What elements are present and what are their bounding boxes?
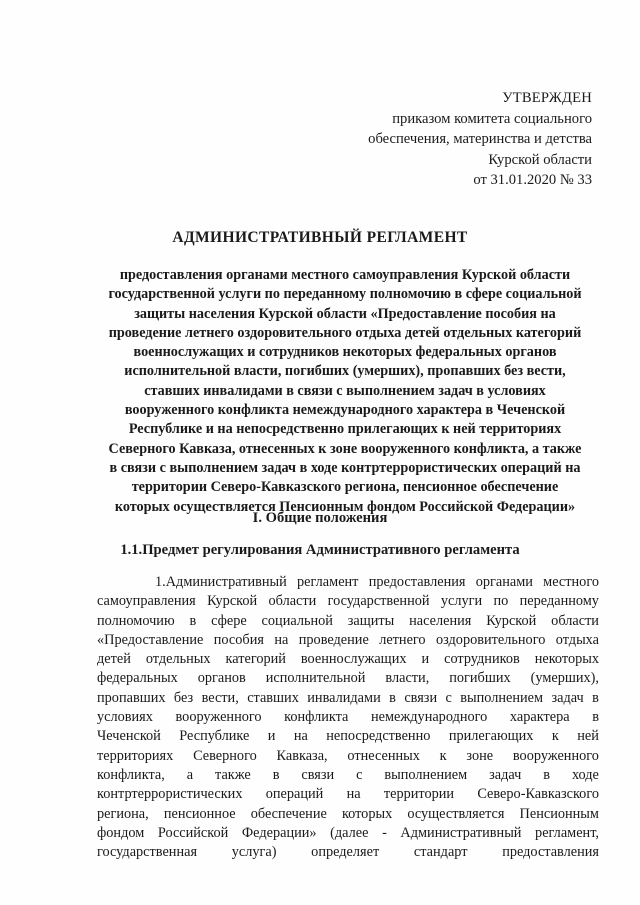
body-word: региона,	[97, 805, 149, 822]
body-word: которых	[341, 805, 393, 822]
body-word: и	[267, 728, 276, 745]
body-word: летнего	[379, 631, 426, 648]
body-word: к	[439, 747, 447, 764]
body-word: условиях	[97, 709, 153, 726]
body-word: отдыха	[555, 631, 599, 648]
body-line	[97, 592, 599, 611]
body-word: на	[293, 728, 308, 745]
subtitle-line: территории Северо-Кавказского региона, пенсионное обеспечение	[131, 479, 559, 496]
body-line	[97, 824, 599, 843]
body-word: Административный	[400, 824, 522, 841]
body-line	[97, 669, 599, 688]
body-word: сотрудников	[444, 651, 520, 668]
approval-block	[368, 88, 592, 191]
body-word: с	[445, 689, 452, 706]
approval-line: Курской области	[488, 151, 592, 168]
body-word: конфликта,	[97, 766, 165, 783]
body-word: Северо-Кавказского	[477, 786, 599, 803]
body-word: погибших	[449, 670, 511, 687]
body-word: конфликта	[284, 709, 349, 726]
body-paragraph	[97, 573, 599, 862]
approval-date-line: от 31.01.2020 № 33	[473, 172, 592, 188]
body-word: Республике	[179, 728, 250, 745]
body-word: Федерации»	[241, 824, 317, 841]
body-word: услуги	[440, 593, 483, 610]
body-word: Северного	[193, 747, 257, 764]
document-title: АДМИНИСТРАТИВНЫЙ РЕГЛАМЕНТ	[172, 229, 468, 246]
body-word: государственная	[97, 844, 198, 861]
body-word: предоставления	[502, 844, 599, 861]
subtitle-line: предоставления органами местного самоуправления Курской области	[119, 267, 571, 283]
body-word: области	[551, 612, 599, 629]
body-word: Российской	[157, 824, 229, 841]
body-word: оздоровительного	[436, 631, 546, 648]
body-word: а	[186, 766, 194, 783]
subtitle-line: Северного Кавказа, отнесенных к зоне вооруженного конфликта, а также	[108, 440, 582, 457]
document-subtitle	[75, 266, 615, 517]
body-word: самоуправления	[97, 593, 196, 610]
body-line	[97, 573, 599, 592]
body-word: контртеррористических	[97, 786, 243, 803]
body-word: Курской	[486, 612, 537, 629]
body-word: вооруженного	[512, 747, 599, 764]
body-word: ходе	[571, 766, 599, 783]
approval-line: обеспечения, материнства и детства	[368, 131, 592, 147]
body-word: ней	[577, 728, 599, 745]
subtitle-line: военнослужащих и сотрудников некоторых федеральных органов	[133, 344, 557, 361]
body-word: задач	[551, 689, 584, 706]
body-word: связи	[301, 766, 335, 783]
body-word: Кавказа,	[276, 747, 328, 764]
body-word: отнесенных	[347, 747, 420, 764]
body-word: операций	[265, 786, 324, 803]
body-word: в	[189, 612, 197, 629]
body-word: немеждународного	[371, 709, 488, 726]
body-word: населения	[409, 612, 472, 629]
body-word: в	[272, 766, 280, 783]
body-word: сфере	[211, 612, 247, 629]
body-word: задач	[489, 766, 522, 783]
body-word: выполнением	[384, 766, 468, 783]
subtitle-line: ставших инвалидами в связи с выполнением задач в условиях	[144, 382, 546, 399]
body-word: стандарт	[413, 844, 468, 861]
body-word: характера	[509, 709, 570, 726]
body-word: проведение	[298, 631, 369, 648]
body-word: Курской	[207, 593, 258, 610]
body-word: территории	[383, 786, 455, 803]
body-word: военнослужащих	[300, 651, 407, 668]
subtitle-line: защиты населения Курской области «Предоставление пособия на	[134, 305, 556, 322]
body-word: пособия	[213, 631, 264, 648]
body-line	[97, 612, 599, 631]
subtitle-line: государственной услуги по переданному полномочию в сфере социальной	[108, 286, 582, 303]
subtitle-line: проведение летнего оздоровительного отдыха детей отдельных категорий	[108, 324, 582, 341]
body-line	[97, 631, 599, 650]
body-word: и	[421, 651, 430, 668]
subsection-heading: 1.1.Предмет регулирования Административного регламента	[120, 542, 520, 558]
body-word: фондом	[97, 824, 145, 841]
body-word: 1.Административный	[155, 574, 287, 590]
subtitle-line: в связи с выполнением задач в ходе контртеррористических операций на	[109, 459, 581, 476]
subtitle-line: Республике и на непосредственно прилегающих к ней территориях	[128, 421, 562, 438]
body-word: также	[215, 766, 251, 783]
subtitle-line: исполнительной власти, погибших (умерших), пропавших без вести,	[124, 363, 566, 380]
body-word: некоторых	[534, 651, 599, 668]
body-word: определяет	[311, 844, 380, 861]
body-word: защиты	[347, 612, 395, 629]
body-word: пенсионное	[163, 805, 236, 822]
body-line	[97, 708, 599, 727]
body-line	[97, 766, 599, 785]
body-word: исполнительной	[265, 670, 366, 687]
body-line	[97, 843, 599, 862]
body-word: вести,	[201, 689, 239, 706]
body-word: непосредственно	[326, 728, 431, 745]
body-word: по	[493, 593, 509, 610]
body-word: ставших	[247, 689, 299, 706]
body-word: (умерших),	[530, 670, 599, 687]
body-word: к	[551, 728, 559, 745]
body-word: органами	[475, 574, 533, 590]
body-word: территориях	[97, 747, 174, 764]
body-word: (далее	[330, 824, 369, 841]
body-word: полномочию	[97, 612, 175, 629]
body-word: переданному	[519, 593, 599, 610]
body-word: власти,	[385, 670, 430, 687]
body-word: социальной	[261, 612, 333, 629]
body-word: категорий	[225, 651, 286, 668]
body-line	[97, 805, 599, 824]
body-word: с	[356, 766, 363, 783]
body-line	[97, 689, 599, 708]
body-word: обеспечение	[250, 805, 327, 822]
subtitle-line: вооруженного конфликта немеждународного характера в Чеченской	[124, 402, 566, 419]
body-word: в	[389, 689, 396, 706]
body-word: осуществляется	[407, 805, 505, 822]
approval-line: приказом комитета социального	[392, 110, 592, 127]
body-word: предоставления	[368, 574, 466, 590]
body-line	[97, 727, 599, 746]
body-word: выполнением	[460, 689, 544, 706]
body-word: органов	[197, 670, 246, 687]
body-word: федеральных	[97, 670, 178, 687]
body-word: в	[592, 689, 599, 706]
body-word: государственной	[327, 593, 430, 610]
body-word: связи	[404, 689, 438, 706]
body-line	[97, 747, 599, 766]
body-word: пропавших	[97, 689, 166, 706]
body-word: местного	[543, 574, 599, 590]
body-word: -	[382, 824, 387, 841]
body-word: детей	[97, 651, 131, 668]
body-word: отдельных	[145, 651, 211, 668]
body-word: инвалидами	[307, 689, 381, 706]
subtitle-line: которых осуществляется Пенсионным фондом Российской Федерации»	[114, 498, 576, 515]
body-word: на	[346, 786, 361, 803]
body-word: услуга)	[231, 844, 277, 861]
body-word: в	[543, 766, 551, 783]
body-line	[97, 785, 599, 804]
body-word: регламент,	[535, 824, 599, 841]
body-word: на	[274, 631, 289, 648]
body-word: регламент	[297, 574, 359, 590]
body-word: без	[173, 689, 194, 706]
approval-heading: УТВЕРЖДЕН	[502, 90, 592, 106]
body-word: Чеченской	[97, 728, 161, 745]
body-word: вооруженного	[175, 709, 262, 726]
body-line	[97, 650, 599, 669]
section-heading: I. Общие положения	[252, 510, 388, 526]
body-word: области	[268, 593, 317, 610]
body-word: прилегающих	[448, 728, 534, 745]
body-word: Пенсионным	[519, 805, 599, 822]
body-word: зоне	[466, 747, 494, 764]
body-word: в	[592, 709, 599, 726]
body-word: «Предоставление	[97, 631, 204, 648]
